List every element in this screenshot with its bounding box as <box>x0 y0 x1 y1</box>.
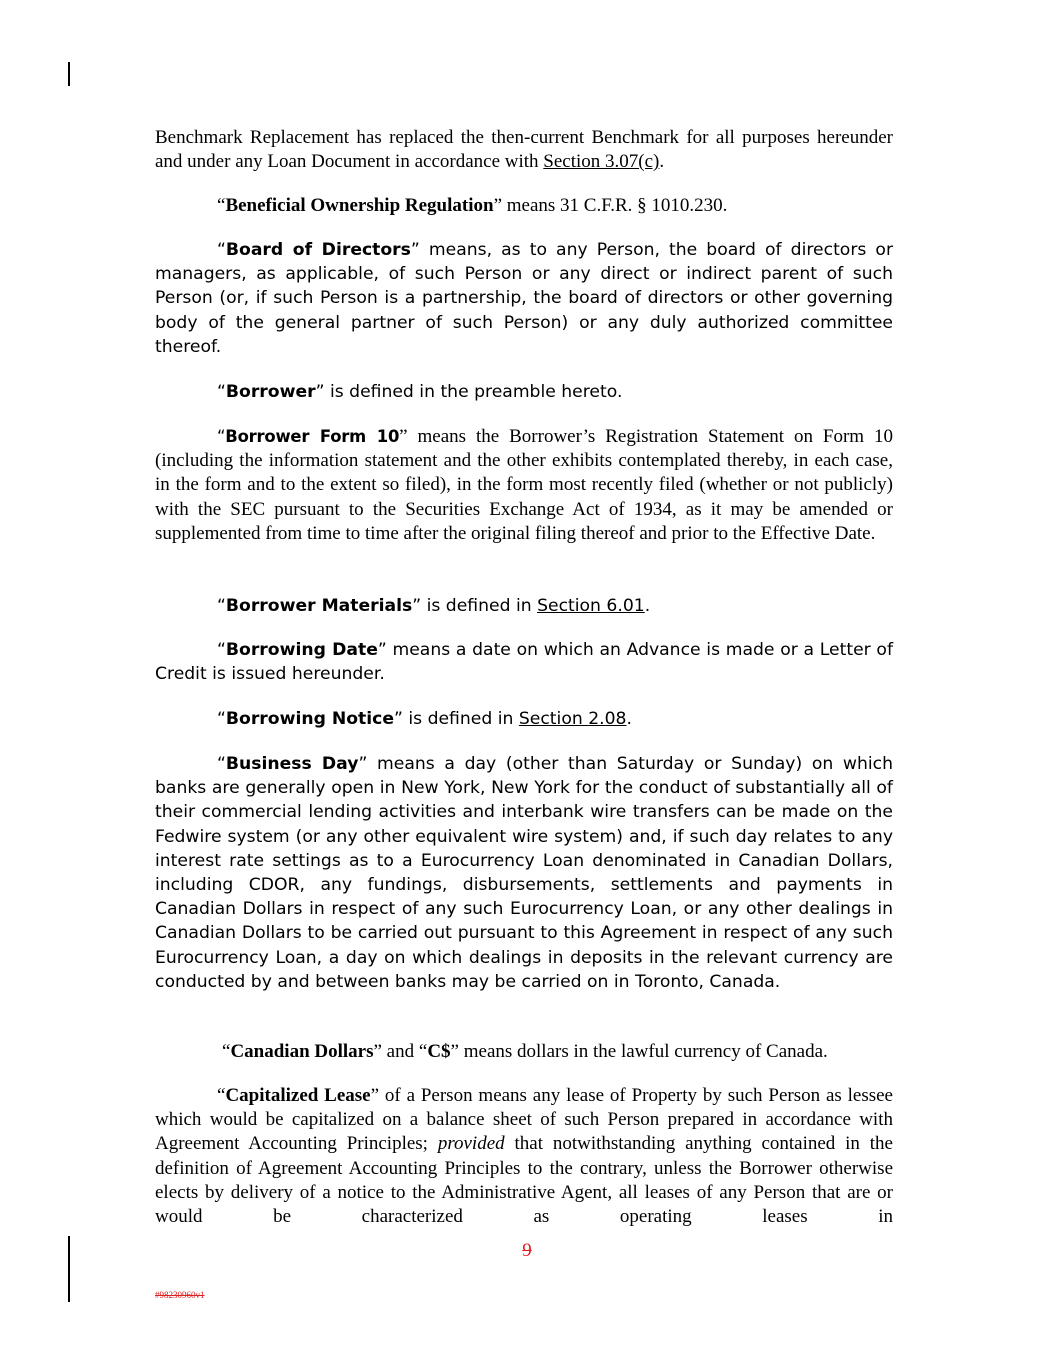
defined-term: Borrower Materials <box>225 596 413 616</box>
section-ref-3-07c[interactable]: Section 3.07(c) <box>543 151 660 173</box>
defined-term: Borrower Form 10 <box>225 427 400 446</box>
definition-business-day: “Business Day” means a day (other than Saturday or Sunday) on which banks are generally open in New York, New York for the conduct of substantially all of their commercial lending activities and interbank wire transfers can be made on the Fedwire system (or any other equivalent wire system) and, if such day relates to any interest rate settings as to a Eurocurrency Loan denominated in Canadian Dollars, including CDOR, any fundings, disbursements, settlements and payments in Canadian Dollars in respect of any such Eurocurrency Loan, or any other dealings in Canadian Dollars to be carried out pursuant to this Agreement in respect of any such Eurocurrency Loan, a day on which dealings in deposits in the relevant currency are conducted by and between banks may be carried on in Toronto, Canada. <box>155 754 893 992</box>
defined-term: C$ <box>427 1041 451 1062</box>
definition-borrower-form-10: “Borrower Form 10” means the Borrower’s Registration Statement on Form 10 (including the information statement and the other exhibits contemplated thereby, in each case, in the form and to the extent so filed), in the form most recently filed (whether or not publicly) with the SEC pursuant to the Securities Exchange Act of 1934, as it may be amended or supplemented from time to time after the original filing thereof and prior to the Effective Date. <box>155 426 893 544</box>
defined-term: Beneficial Ownership Regulation <box>225 195 494 216</box>
defined-term: Canadian Dollars <box>230 1041 374 1062</box>
defined-term: Borrower <box>225 382 316 402</box>
definition-borrower-materials: “Borrower Materials” is defined in Section 6.01. <box>217 596 651 616</box>
revision-bar-top <box>68 62 70 86</box>
definition-borrower: “Borrower” is defined in the preamble hereto. <box>217 382 623 402</box>
para-benchmark-continuation: Benchmark Replacement has replaced the then-current Benchmark for all purposes hereunder and under any Loan Document in accordance with Section 3.07(c). <box>155 127 893 173</box>
definition-borrowing-date: “Borrowing Date” means a date on which an Advance is made or a Letter of Credit is issued hereunder. <box>155 640 893 685</box>
revision-bar-bottom <box>68 1236 70 1302</box>
definition-borrowing-notice: “Borrowing Notice” is defined in Section 2.08. <box>217 709 632 729</box>
defined-term: Capitalized Lease <box>225 1085 371 1106</box>
para-text: Benchmark Replacement has replaced the then-current Benchmark for all purposes hereunder and under any Loan Document in accordance with <box>155 127 893 173</box>
page-number: 9 <box>522 1240 532 1261</box>
defined-term: Borrowing Notice <box>225 709 395 729</box>
definition-beneficial-ownership-regulation: “Beneficial Ownership Regulation” means 31 C.F.R. § 1010.230. <box>217 195 728 216</box>
definition-board-of-directors: “Board of Directors” means, as to any Person, the board of directors or managers, as applicable, of such Person or any direct or indirect parent of such Person (or, if such Person is a partnership, the board of directors or other governing body of the general partner of such Person) or any duly authorized committee thereof. <box>155 240 894 357</box>
defined-term: Board of Directors <box>225 240 411 260</box>
document-id: #98230960v1 <box>155 1290 205 1300</box>
section-ref-2-08[interactable]: Section 2.08 <box>518 709 627 729</box>
defined-term: Borrowing Date <box>225 640 378 660</box>
defined-term: Business Day <box>225 754 359 774</box>
definition-capitalized-lease: “Capitalized Lease” of a Person means any lease of Property by such Person as lessee which would be capitalized on a balance sheet of such Person prepared in accordance with Agreement Accounting Principles; provided that notwithstanding anything contained in the definition of Agreement Accounting Principles to the contrary, unless the Borrower otherwise elects by delivery of a notice to the Administrative Agent, all leases of any Person that are or would be characterized as operating leases in <box>155 1085 893 1228</box>
definition-canadian-dollars: “Canadian Dollars” and “C$” means dollars in the lawful currency of Canada. <box>222 1041 828 1062</box>
section-ref-6-01[interactable]: Section 6.01 <box>537 596 645 616</box>
